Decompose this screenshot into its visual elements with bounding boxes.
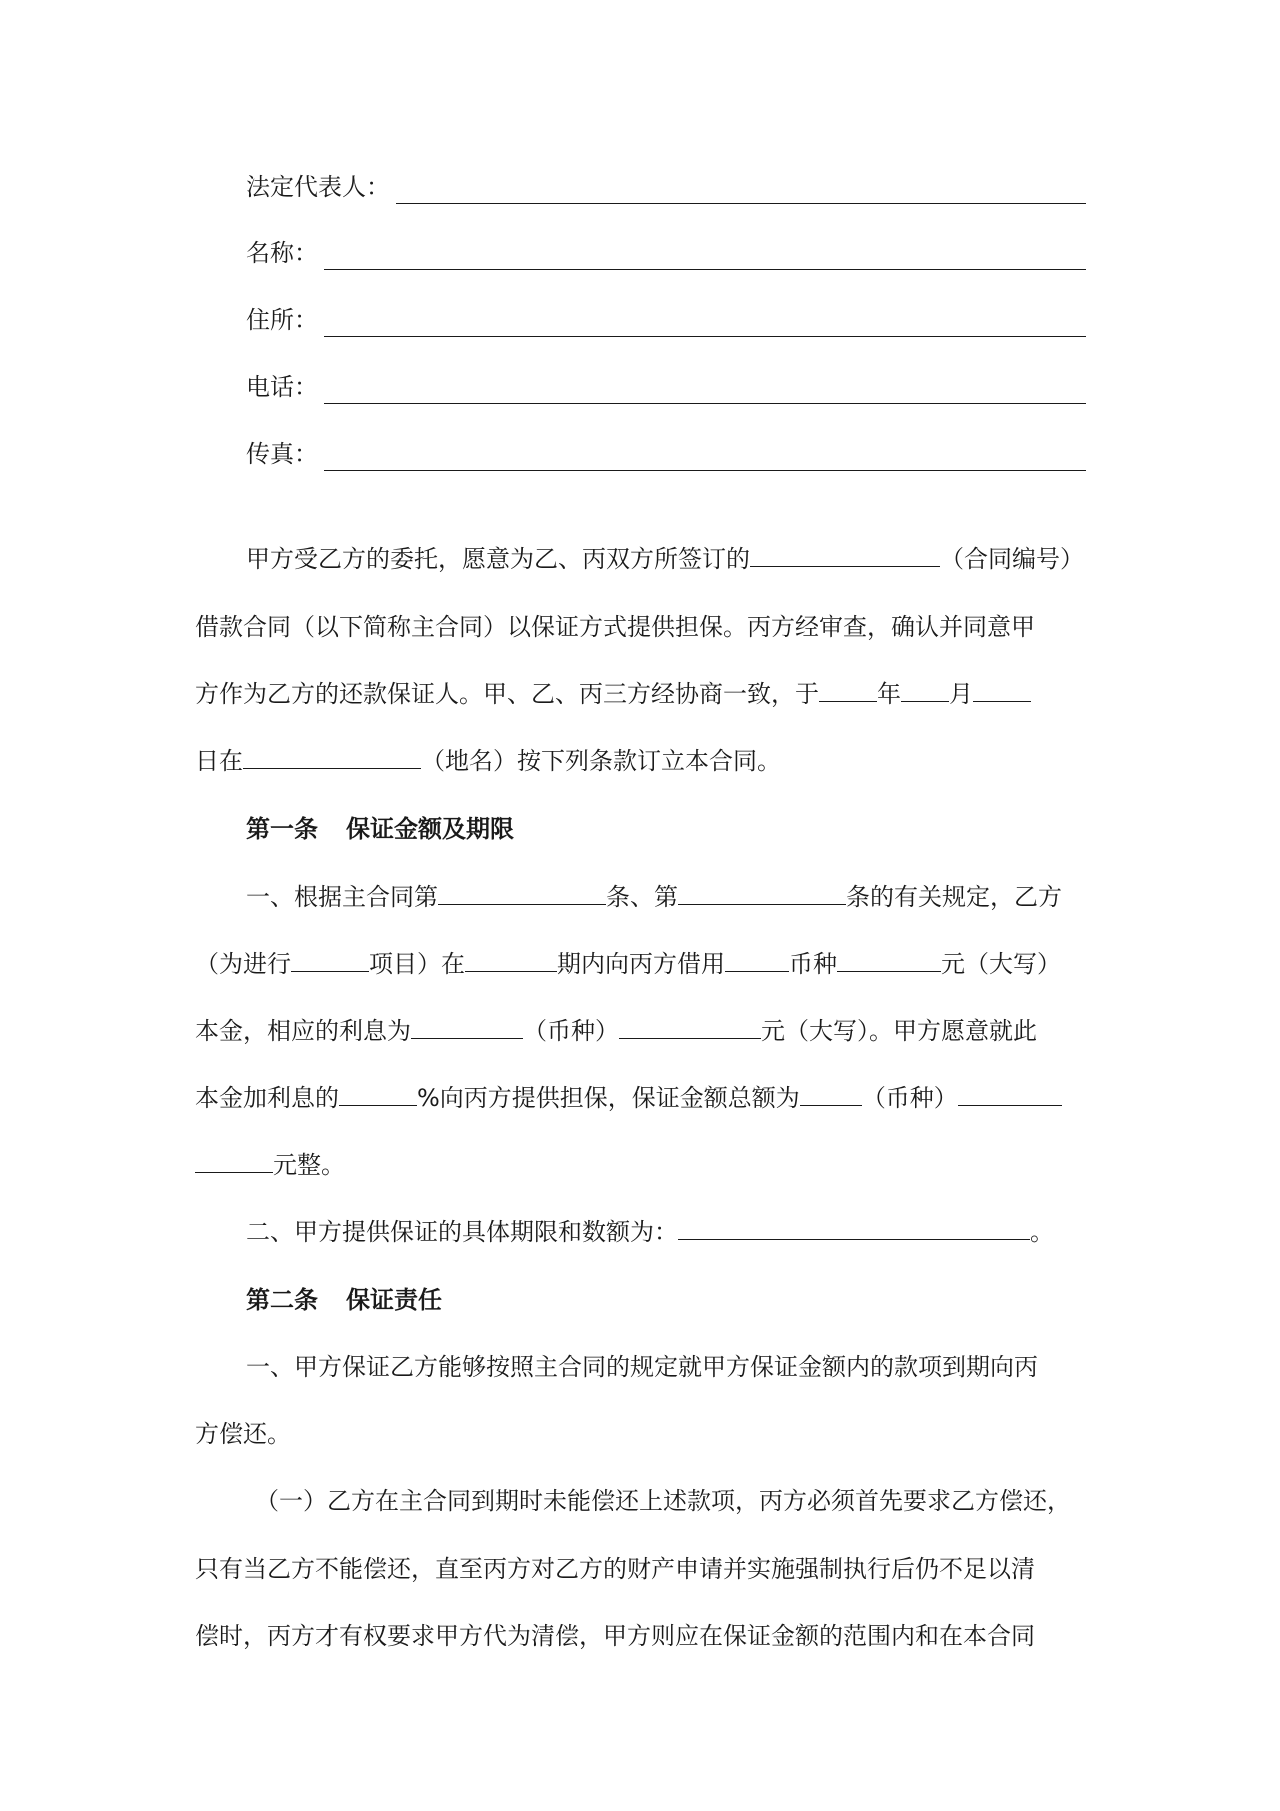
day-blank xyxy=(973,679,1031,702)
article-1-p1-line-5: 元整。 xyxy=(195,1148,1085,1182)
amount-blank xyxy=(837,949,941,972)
article-1-p1-line-2: （为进行 项目）在 期内向丙方借用 币种 元（大写） xyxy=(195,950,1061,978)
article-2-p1-line-1: 一、甲方保证乙方能够按照主合同的规定就甲方保证金额内的款项到期向丙 xyxy=(246,1353,1038,1381)
article-2-p1-line-2: 方偿还。 xyxy=(195,1420,291,1448)
name-field xyxy=(246,236,1086,270)
field-blank xyxy=(396,179,1086,204)
clause-blank xyxy=(678,882,846,905)
month-blank xyxy=(901,679,949,702)
clause-blank xyxy=(438,882,606,905)
contract-number-blank xyxy=(750,544,940,567)
article-2-heading: 第二条 保证责任 xyxy=(246,1286,442,1314)
intro-line-4: 日在 （地名）按下列条款订立本合同。 xyxy=(195,747,781,775)
fax-field xyxy=(246,437,1086,471)
term-amount-blank xyxy=(678,1217,1030,1240)
intro-line-1: 甲方受乙方的委托，愿意为乙、丙双方所签订的 （合同编号） xyxy=(246,545,1084,573)
article-2-s1-line-2: 只有当乙方不能偿还，直至丙方对乙方的财产申请并实施强制执行后仍不足以清 xyxy=(195,1555,1035,1583)
field-label: 电话： xyxy=(246,373,318,401)
currency-blank xyxy=(725,949,789,972)
period-blank xyxy=(465,949,557,972)
intro-line-2: 借款合同（以下简称主合同）以保证方式提供担保。丙方经审查，确认并同意甲 xyxy=(195,613,1035,641)
field-blank xyxy=(324,379,1086,404)
total-amount-blank xyxy=(958,1083,1062,1106)
year-blank xyxy=(819,679,877,702)
percent-blank xyxy=(339,1083,417,1106)
total-amount-blank-cont xyxy=(195,1150,273,1173)
phone-field xyxy=(246,370,1086,404)
article-1-heading: 第一条 保证金额及期限 xyxy=(246,815,514,843)
article-1-p1-line-3: 本金，相应的利息为 （币种） 元（大写）。甲方愿意就此 xyxy=(195,1017,1037,1045)
field-label: 名称： xyxy=(246,239,318,267)
field-blank xyxy=(324,446,1086,471)
field-label: 法定代表人： xyxy=(246,173,390,201)
article-1-p1-line-1: 一、根据主合同第 条、第 条的有关规定，乙方 xyxy=(246,883,1062,911)
article-1-p2: 二、甲方提供保证的具体期限和数额为： 。 xyxy=(246,1218,1054,1246)
article-1-p1-line-4: 本金加利息的 %向丙方提供担保，保证金额总额为 （币种） xyxy=(195,1081,1085,1115)
interest-blank xyxy=(411,1016,523,1039)
field-blank xyxy=(324,312,1086,337)
field-label: 住所： xyxy=(246,306,318,334)
project-blank xyxy=(291,949,369,972)
place-blank xyxy=(243,746,421,769)
article-2-s1-line-3: 偿时，丙方才有权要求甲方代为清偿，甲方则应在保证金额的范围内和在本合同 xyxy=(195,1622,1035,1650)
legal-representative-field xyxy=(246,170,1086,204)
interest-amount-blank xyxy=(619,1016,761,1039)
currency-blank xyxy=(800,1083,862,1106)
article-2-s1-line-1: （一）乙方在主合同到期时未能偿还上述款项，丙方必须首先要求乙方偿还， xyxy=(255,1487,1071,1515)
address-field xyxy=(246,303,1086,337)
field-label: 传真： xyxy=(246,440,318,468)
intro-line-3: 方作为乙方的还款保证人。甲、乙、丙三方经协商一致，于 年 月 xyxy=(195,677,1085,711)
field-blank xyxy=(324,245,1086,270)
